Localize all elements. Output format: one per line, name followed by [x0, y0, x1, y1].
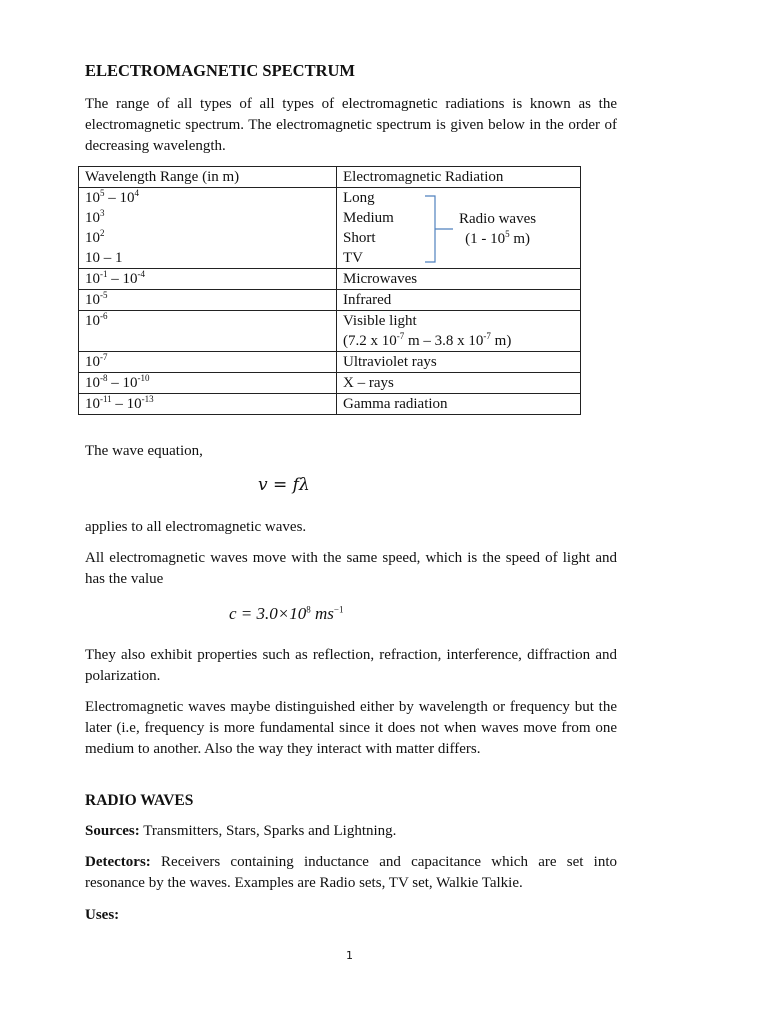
detectors-label: Detectors:: [85, 854, 151, 870]
radio-waves-range: ($1 - 10^5$ m): [465, 229, 530, 247]
properties-paragraph: They also exhibit properties such as reflection, refraction, interference, diffraction and polarization.: [85, 647, 617, 684]
range-cell: $10^{-6}$: [79, 311, 337, 352]
uses-label: Uses:: [85, 907, 120, 923]
radiation-cell: Gamma radiation: [337, 394, 581, 415]
header-radiation: Electromagnetic Radiation: [337, 167, 581, 188]
page-title: ELECTROMAGNETIC SPECTRUM: [85, 61, 355, 80]
radio-ranges-cell: [79, 188, 337, 269]
table-row: [79, 290, 581, 311]
radiation-cell: Infrared: [337, 290, 581, 311]
radio-waves-name: Radio waves: [459, 211, 537, 227]
speed-paragraph: All electromagnetic waves move with the same speed, which is the speed of light and has the value: [85, 550, 617, 587]
range-cell: $10^{-1} - 10^{-4}$: [79, 269, 337, 290]
visible-light-range: (7.2 x $10^{-7}$ m – 3.8 x $10^{-7}$ m): [343, 331, 512, 349]
visible-light-label: Visible light: [343, 313, 417, 329]
range-line: 10 – 1: [85, 250, 123, 266]
wave-equation-intro: The wave equation,: [85, 443, 203, 459]
range-cell: $10^{-11} - 10^{-13}$: [79, 394, 337, 415]
intro-paragraph: The range of all types of all types of electromagnetic radiations is known as the electromagnetic spectrum. The electromagnetic spectrum is given below in the order of decreasing wavelength.: [85, 96, 617, 154]
curly-brace-icon: [423, 194, 455, 264]
applies-text: applies to all electromagnetic waves.: [85, 519, 307, 535]
radiation-cell: [337, 311, 581, 352]
range-line: $10^2$: [85, 228, 105, 246]
detectors-text: Receivers containing inductance and capacitance which are set into resonance by the waves. Examples are Radio sets, TV set, Walkie Talkie.: [85, 854, 617, 891]
table-header-row: [79, 167, 581, 188]
radiation-cell: Microwaves: [337, 269, 581, 290]
radiation-cell: Ultraviolet rays: [337, 352, 581, 373]
range-line: $10^3$: [85, 208, 105, 226]
radio-waves-heading: RADIO WAVES: [85, 792, 194, 809]
range-line: $10^5 - 10^4$: [85, 188, 139, 206]
band-label: TV: [343, 250, 363, 266]
radio-waves-label: [459, 209, 536, 249]
speed-equation: $c = 3.0\times 10^8$ $ms^{-1}$: [229, 604, 344, 623]
wave-equation: v = fλ: [258, 475, 310, 495]
range-cell: $10^{-7}$: [79, 352, 337, 373]
table-row: [79, 373, 581, 394]
radiation-cell: X – rays: [337, 373, 581, 394]
table-row: [79, 394, 581, 415]
radio-bands-cell: [337, 188, 581, 269]
range-cell: $10^{-5}$: [79, 290, 337, 311]
band-label: Long: [343, 190, 375, 206]
table-row: [79, 269, 581, 290]
sources-label: Sources:: [85, 823, 140, 839]
sources-paragraph: [85, 821, 617, 842]
band-label: Medium: [343, 210, 394, 226]
page-number: 1: [346, 949, 353, 962]
band-label: Short: [343, 230, 376, 246]
sources-text: Transmitters, Stars, Sparks and Lightning.: [139, 823, 397, 839]
table-row: [79, 352, 581, 373]
table-row-visible: [79, 311, 581, 352]
distinguish-paragraph: Electromagnetic waves maybe distinguished either by wavelength or frequency but the later (i.e, frequency is more fundamental since it does not when waves move from one medium to another. Also the way they interact with matter differs.: [85, 699, 617, 757]
table-row-radio: [79, 188, 581, 269]
spectrum-table: [78, 166, 581, 415]
uses-paragraph: [85, 905, 119, 926]
range-cell: $10^{-8} - 10^{-10}$: [79, 373, 337, 394]
detectors-paragraph: [85, 852, 617, 894]
header-wavelength: Wavelength Range (in m): [79, 167, 337, 188]
